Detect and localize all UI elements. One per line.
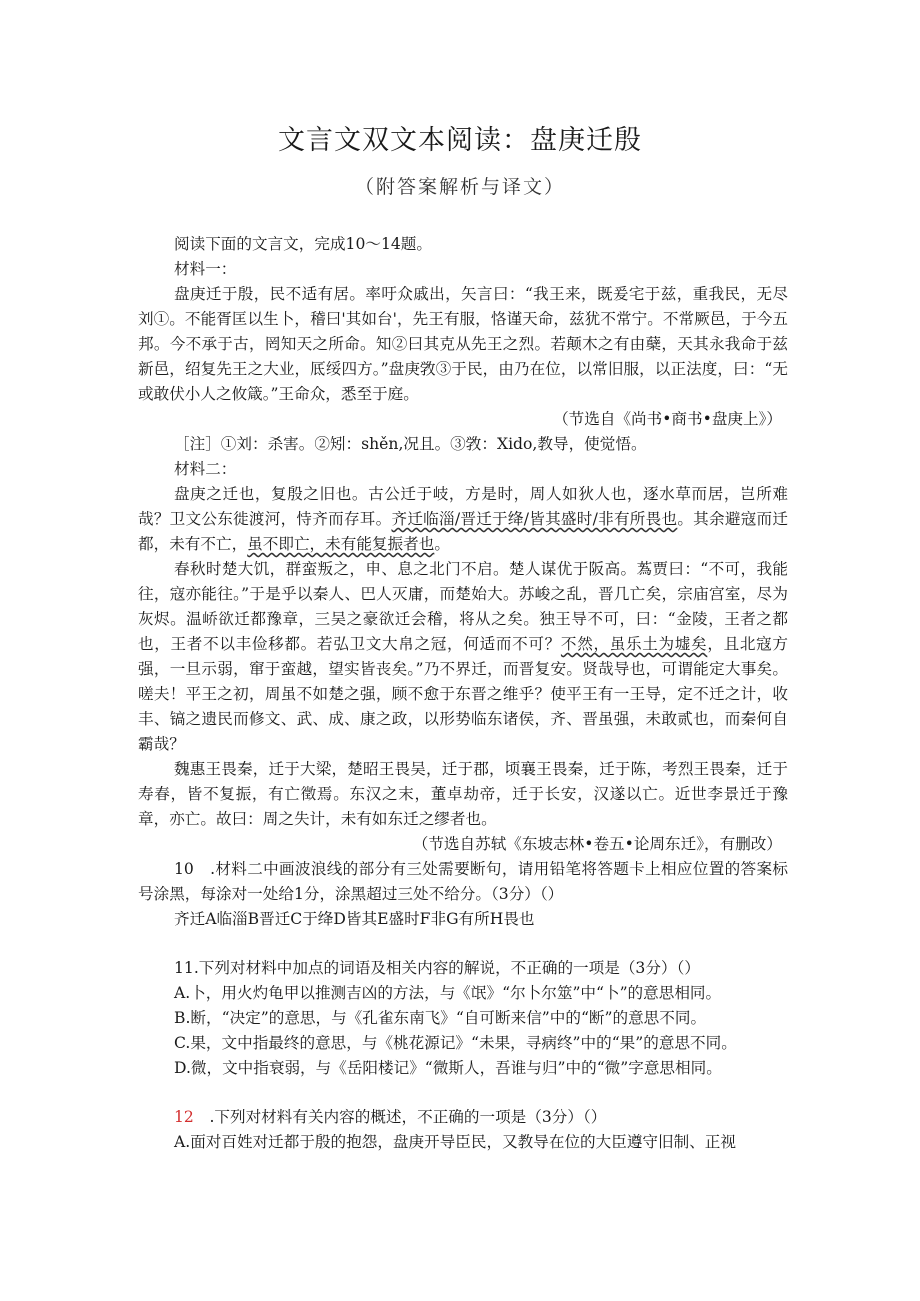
intro-instruction: 阅读下面的文言文，完成10～14题。	[174, 235, 432, 253]
spacer	[138, 1081, 788, 1105]
question-11-option-d: D.微，文中指衰弱，与《岳阳楼记》“微斯人，吾谁与归”中的“微”字意思相同。	[174, 1059, 722, 1077]
question-11-option-a: A.卜，用火灼龟甲以推测吉凶的方法，与《氓》“尔卜尔筮”中“卜”的意思相同。	[174, 984, 722, 1002]
material-two-label: 材料二：	[174, 460, 237, 478]
material-two-paragraph-2	[138, 557, 788, 757]
question-12-text: .下列对材料有关内容的概述，不正确的一项是（3分）（）	[193, 1108, 607, 1126]
paragraph-text: 。其余避寇而迁都，未有不亡，	[138, 510, 788, 553]
material-one-source: （节选自《尚书•商书•盘庚上》）	[553, 410, 782, 428]
question-10-options: 齐迁A临淄B晋迁C于绛D皆其E盛时F非G有所H畏也	[174, 910, 535, 928]
material-two-source: （节选自苏轼《东坡志林•卷五•论周东迁》，有删改）	[412, 835, 782, 853]
question-12	[138, 1105, 788, 1130]
document-body	[138, 232, 788, 1155]
question-12-number: 12	[174, 1108, 194, 1126]
question-11-option-b: B.断，“决定”的意思，与《孔雀东南飞》“自可断来信”中的“断”的意思不同。	[174, 1009, 707, 1027]
page-title: 文言文双文本阅读：盘庚迁殷	[278, 125, 642, 156]
paragraph-text: 盘庚之迁也，复殷之旧也。古公迁于岐，方是时，周人如狄人也，逐水草而居，岂所难哉？卫文公东徙渡河，恃齐而存耳。	[138, 485, 788, 528]
material-two-paragraph-1	[138, 482, 788, 557]
material-two-paragraph-3: 魏惠王畏秦，迁于大梁，楚昭王畏吴，迁于郡，顷襄王畏秦，迁于陈，考烈王畏秦，迁于寿春，皆不复振，有亡徵焉。东汉之末，董卓劫帝，迁于长安，汉遂以亡。近世李景迁于豫章，亦亡。故曰：周之失计，未有如东迁之缪者也。	[138, 760, 788, 828]
paragraph-text: 春秋时楚大饥，群蛮叛之，申、息之北门不启。楚人谋优于阪高。蒍贾曰：“不可，我能往，寇亦能往。”于是乎以秦人、巴人灭庸，而楚始大。苏峻之乱，晋几亡矣，宗庙宫室，尽为灰烬。温峤欲迁都豫章，三吴之豪欲迁会稽，将从之矣。独王导不可，曰：“金陵，王者之都也，王者不以丰俭移都。若弘卫文大帛之冠，何适而不可？	[138, 560, 788, 653]
question-12-option-a: A.面对百姓对迁都于殷的抱怨，盘庚开导臣民，又教导在位的大臣遵守旧制、正视	[174, 1133, 736, 1151]
spacer	[138, 932, 788, 956]
annotation-notes: ［注］①刘：杀害。②矧：shěn,况且。③敩：Xido,教导，使觉悟。	[174, 435, 647, 453]
question-10: 10 .材料二中画波浪线的部分有三处需要断句，请用铅笔将答题卡上相应位置的答案标号涂黑，每涂对一处给1分，涂黑超过三处不给分。（3分）（）	[138, 860, 788, 903]
page-subtitle: （附答案解析与译文）	[354, 176, 565, 198]
paragraph-text: ，且北寇方强，一旦示弱，窜于蛮越，望实皆丧矣。”乃不界迁，而晋复安。贤哉导也，可谓能定大事矣。嗟夫！平王之初，周虽不如楚之强，顾不愈于东晋之维乎？使平王有一王导，定不迁之计，收丰、镐之遗民而修文、武、成、康之政，以形势临东诸侯，齐、晋虽强，未敢贰也，而秦何自霸哉？	[138, 635, 788, 753]
wavy-underlined-text: 虽不即亡，未有能复振者也	[247, 535, 435, 553]
material-one-label: 材料一：	[174, 260, 237, 278]
paragraph-text: 。	[434, 535, 450, 553]
question-11: 11.下列对材料中加点的词语及相关内容的解说，不正确的一项是（3分）（）	[174, 959, 700, 977]
material-one-paragraph: 盘庚迁于殷，民不适有居。率吁众戚出，矢言曰：“我王来，既爰宅于兹，重我民，无尽刘①。不能胥匡以生卜，稽曰'其如台'，先王有服，恪谨天命，兹犹不常宁。不常厥邑，于今五邦。今不承于古，罔知天之所命。知②曰其克从先王之烈。若颠木之有由蘖，天其永我命于兹新邑，绍复先王之大业，厎绥四方。”盘庚敩③于民，由乃在位，以常旧服，以正法度，曰：“无或敢伏小人之攸箴。”王命众，悉至于庭。	[138, 285, 788, 403]
wavy-underlined-text: 不然，虽乐土为墟矣	[560, 635, 708, 653]
wavy-underlined-text: 齐迁临淄/晋迁于绛/皆其盛时/非有所畏也	[391, 510, 678, 528]
question-11-option-c: C.果，文中指最终的意思，与《桃花源记》“未果，寻病终”中的“果”的意思不同。	[174, 1034, 737, 1052]
